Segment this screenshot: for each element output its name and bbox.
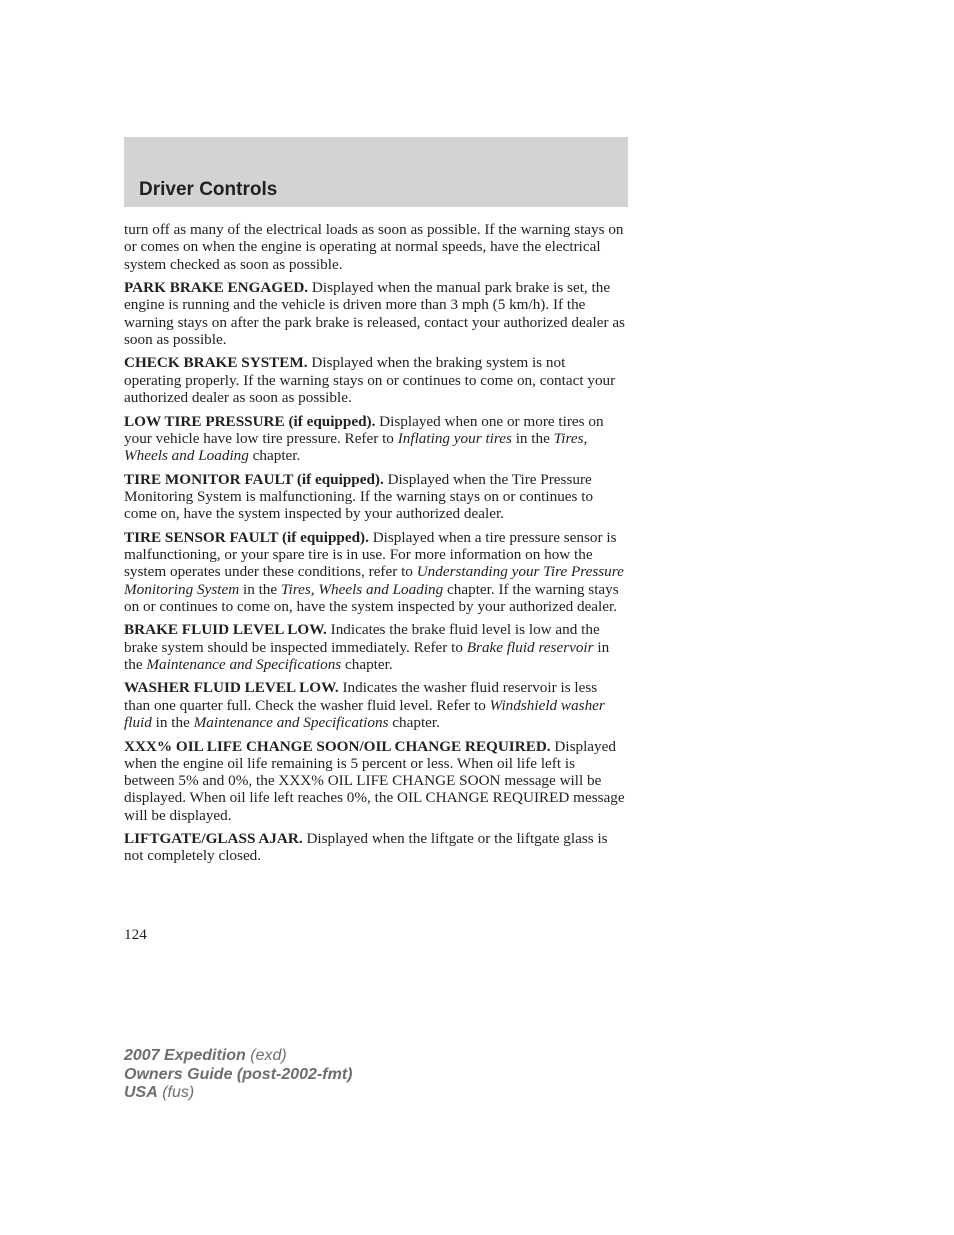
document-footer xyxy=(124,1047,352,1103)
footer-market: USA xyxy=(124,1084,158,1101)
section-header-band xyxy=(124,137,628,207)
paragraph-text: Displayed when the manual park brake is set, the engine is running and the vehicle is driven more than 3 mph (5 km/h). If the warning stays on after the park brake is released, contact your authorized dealer as soon as possible. xyxy=(124,279,625,348)
paragraph-text: chapter. xyxy=(388,714,440,732)
paragraph-text: Displayed when a tire pressure sensor is malfunctioning, or your spare tire is in use. For more information on how the system operates under these conditions, refer to xyxy=(124,528,617,581)
paragraph-text: in the xyxy=(511,429,554,447)
footer-line-guide xyxy=(124,1066,352,1085)
warning-message-heading: BRAKE FLUID LEVEL LOW. xyxy=(124,621,327,639)
paragraph-text: in the xyxy=(124,638,610,673)
cross-reference: Tires, Wheels and Loading xyxy=(124,429,588,465)
cross-reference: Brake fluid reservoir xyxy=(466,638,594,656)
paragraph-text: in the xyxy=(239,580,281,598)
warning-message-heading: PARK BRAKE ENGAGED. xyxy=(124,279,309,297)
footer-line-model xyxy=(124,1047,352,1066)
body-paragraph xyxy=(124,830,626,865)
body-paragraph xyxy=(124,279,626,348)
page-body-text xyxy=(124,221,626,871)
body-paragraph xyxy=(124,413,626,465)
footer-model-code: (exd) xyxy=(245,1047,287,1064)
footer-guide: Owners Guide (post-2002-fmt) xyxy=(124,1065,353,1083)
body-paragraph xyxy=(124,738,626,824)
body-paragraph xyxy=(124,471,626,523)
section-title: Driver Controls xyxy=(139,179,278,200)
footer-market-code: (fus) xyxy=(157,1084,195,1101)
paragraph-text: Displayed when the braking system is not operating properly. If the warning stays on or continues to come on, contact your authorized dealer as soon as possible. xyxy=(124,354,616,407)
cross-reference: Windshield washer fluid xyxy=(124,696,605,732)
warning-message-heading: TIRE SENSOR FAULT (if equipped). xyxy=(124,528,369,546)
paragraph-text: Indicates the brake fluid level is low and the brake system should be inspected immediately. Refer to xyxy=(124,621,600,656)
warning-message-heading: CHECK BRAKE SYSTEM. xyxy=(124,354,308,372)
paragraph-text: chapter. xyxy=(341,655,393,673)
paragraph-text: chapter. xyxy=(248,447,301,465)
paragraph-text: chapter. If the warning stays on or continues to come on, have the system inspected by your authorized dealer. xyxy=(124,580,619,615)
paragraph-text: Indicates the washer fluid reservoir is less than one quarter full. Check the washer fluid level. Refer to xyxy=(124,679,598,714)
cross-reference: Maintenance and Specifications xyxy=(193,714,389,732)
cross-reference: Understanding your Tire Pressure Monitoring System xyxy=(124,563,624,598)
paragraph-text: Displayed when the liftgate or the liftgate glass is not completely closed. xyxy=(124,830,608,865)
paragraph-text: Displayed when one or more tires on your vehicle have low tire pressure. Refer to xyxy=(124,412,604,447)
body-paragraph xyxy=(124,529,626,615)
page-number: 124 xyxy=(124,926,147,943)
body-paragraph xyxy=(124,221,626,273)
paragraph-text: in the xyxy=(151,714,194,732)
warning-message-heading: WASHER FLUID LEVEL LOW. xyxy=(124,679,339,697)
paragraph-text: turn off as many of the electrical loads as soon as possible. If the warning stays on or comes on when the engine is operating at normal speeds, have the electrical system checked as soon as possible. xyxy=(124,221,624,273)
cross-reference: Inflating your tires xyxy=(397,429,512,447)
body-paragraph xyxy=(124,354,626,406)
footer-model: 2007 Expedition xyxy=(124,1047,246,1064)
body-paragraph xyxy=(124,621,626,673)
cross-reference: Maintenance and Specifications xyxy=(146,655,342,673)
warning-message-heading: TIRE MONITOR FAULT (if equipped). xyxy=(124,470,384,488)
warning-message-heading: LIFTGATE/GLASS AJAR. xyxy=(124,830,303,848)
paragraph-text: Displayed when the engine oil life remaining is 5 percent or less. When oil life left is between 5% and 0%, the XXX% OIL LIFE CHANGE SOON message will be displayed. When oil life left reaches 0%, the OIL CHANGE REQUIRED message will be displayed. xyxy=(124,737,625,824)
body-paragraph xyxy=(124,679,626,731)
footer-line-market xyxy=(124,1084,352,1103)
paragraph-text: Displayed when the Tire Pressure Monitoring System is malfunctioning. If the warning stays on or continues to come on, have the system inspected by your authorized dealer. xyxy=(124,470,594,523)
warning-message-heading: LOW TIRE PRESSURE (if equipped). xyxy=(124,412,376,430)
warning-message-heading: XXX% OIL LIFE CHANGE SOON/OIL CHANGE REQUIRED. xyxy=(124,737,551,755)
cross-reference: Tires, Wheels and Loading xyxy=(280,580,444,598)
